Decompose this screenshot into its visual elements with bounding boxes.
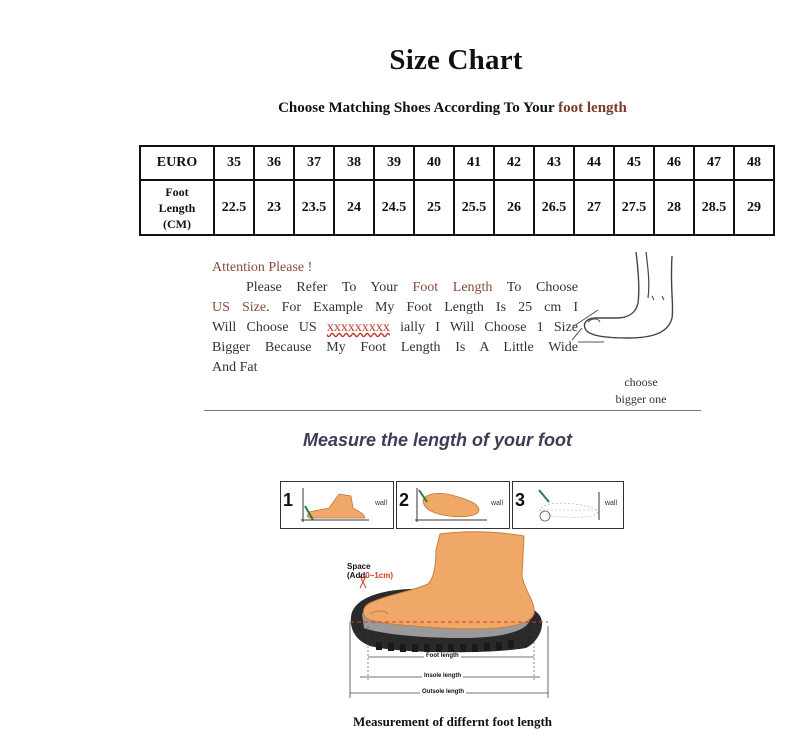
euro-cell: 43 — [534, 146, 574, 180]
section-divider — [204, 410, 701, 411]
choose-bigger-note — [606, 374, 676, 408]
cm-cell: 22.5 — [214, 180, 254, 235]
attention-text: . For Example My Foot Length Is 25 cm I — [266, 300, 578, 315]
attention-line — [212, 338, 578, 358]
subtitle — [0, 100, 810, 117]
foot-length-row — [140, 180, 774, 235]
euro-cell: 36 — [254, 146, 294, 180]
euro-cell: 40 — [414, 146, 454, 180]
attention-highlight: US Size — [212, 300, 267, 315]
caption: Measurement of differnt foot length — [352, 714, 553, 729]
attention-line — [212, 278, 578, 298]
foot-in-shoe-illustration — [340, 530, 560, 710]
cm-cell: 28 — [654, 180, 694, 235]
step-2-panel — [396, 481, 510, 529]
attention-title: Attention Please ! — [212, 260, 313, 275]
euro-cell: 48 — [734, 146, 774, 180]
attention-line: And Fat — [212, 360, 258, 375]
euro-cell: 47 — [694, 146, 734, 180]
measure-title: Measure the length of your foot — [303, 430, 573, 450]
attention-text: Will Choose US — [212, 320, 327, 335]
size-table — [139, 145, 775, 236]
wall-label: wall — [374, 500, 387, 507]
euro-cell: 45 — [614, 146, 654, 180]
euro-cell: 44 — [574, 146, 614, 180]
attention-note — [212, 258, 578, 378]
choose-bigger-line: bigger one — [615, 392, 667, 406]
foot-label-line: Foot — [165, 184, 189, 199]
foot-label-line: (CM) — [163, 216, 191, 231]
cm-cell: 26 — [494, 180, 534, 235]
foot-label-line: Length — [158, 200, 196, 215]
subtitle-prefix: Choose Matching Shoes According To Your — [278, 100, 559, 116]
attention-text: ially I Will Choose 1 Size — [389, 320, 578, 335]
choose-bigger-line: choose — [624, 375, 658, 389]
euro-cell: 38 — [334, 146, 374, 180]
foot-length-header — [140, 180, 214, 235]
wall-label: wall — [604, 500, 617, 507]
euro-cell: 46 — [654, 146, 694, 180]
space-label — [347, 562, 393, 580]
page-title: Size Chart — [389, 44, 523, 76]
attention-redacted: xxxxxxxxx — [326, 320, 390, 335]
foot-pencil-icon — [413, 486, 489, 524]
cm-cell: 23.5 — [294, 180, 334, 235]
attention-text: To Choose — [492, 280, 578, 295]
cm-cell: 24 — [334, 180, 374, 235]
step-number: 1 — [283, 490, 294, 510]
cm-cell: 27.5 — [614, 180, 654, 235]
space-label-title: Space — [347, 562, 371, 571]
euro-cell: 42 — [494, 146, 534, 180]
wall-label: wall — [490, 500, 503, 507]
euro-header: EURO — [140, 146, 214, 180]
foot-length-label: Foot length — [426, 653, 459, 659]
attention-line — [212, 298, 578, 318]
insole-length-label: Insole length — [424, 673, 462, 679]
euro-cell: 41 — [454, 146, 494, 180]
cm-cell: 26.5 — [534, 180, 574, 235]
attention-text: Please Refer To Your — [246, 280, 413, 295]
step-1-panel — [280, 481, 394, 529]
subtitle-highlight: foot length — [558, 100, 627, 116]
attention-line — [212, 318, 578, 338]
euro-row — [140, 146, 774, 180]
cm-cell: 25.5 — [454, 180, 494, 235]
space-label-prefix: (Add — [347, 571, 366, 580]
outsole-length-label: Outsole length — [422, 689, 464, 695]
attention-highlight: Foot Length — [412, 280, 493, 295]
cm-cell: 24.5 — [374, 180, 414, 235]
euro-cell: 39 — [374, 146, 414, 180]
foot-sketch-icon — [568, 248, 688, 358]
step-3-panel — [512, 481, 624, 529]
cm-cell: 29 — [734, 180, 774, 235]
measure-outline-icon — [529, 486, 605, 524]
space-label-range: 0~1cm) — [365, 571, 394, 580]
cm-cell: 28.5 — [694, 180, 734, 235]
cm-cell: 27 — [574, 180, 614, 235]
step-number: 2 — [399, 490, 410, 510]
cm-cell: 23 — [254, 180, 294, 235]
foot-on-paper-icon — [299, 486, 371, 524]
cm-cell: 25 — [414, 180, 454, 235]
step-number: 3 — [515, 490, 526, 510]
euro-cell: 37 — [294, 146, 334, 180]
attention-text: Bigger Because My Foot Length Is A Little Wide — [212, 340, 578, 355]
euro-cell: 35 — [214, 146, 254, 180]
